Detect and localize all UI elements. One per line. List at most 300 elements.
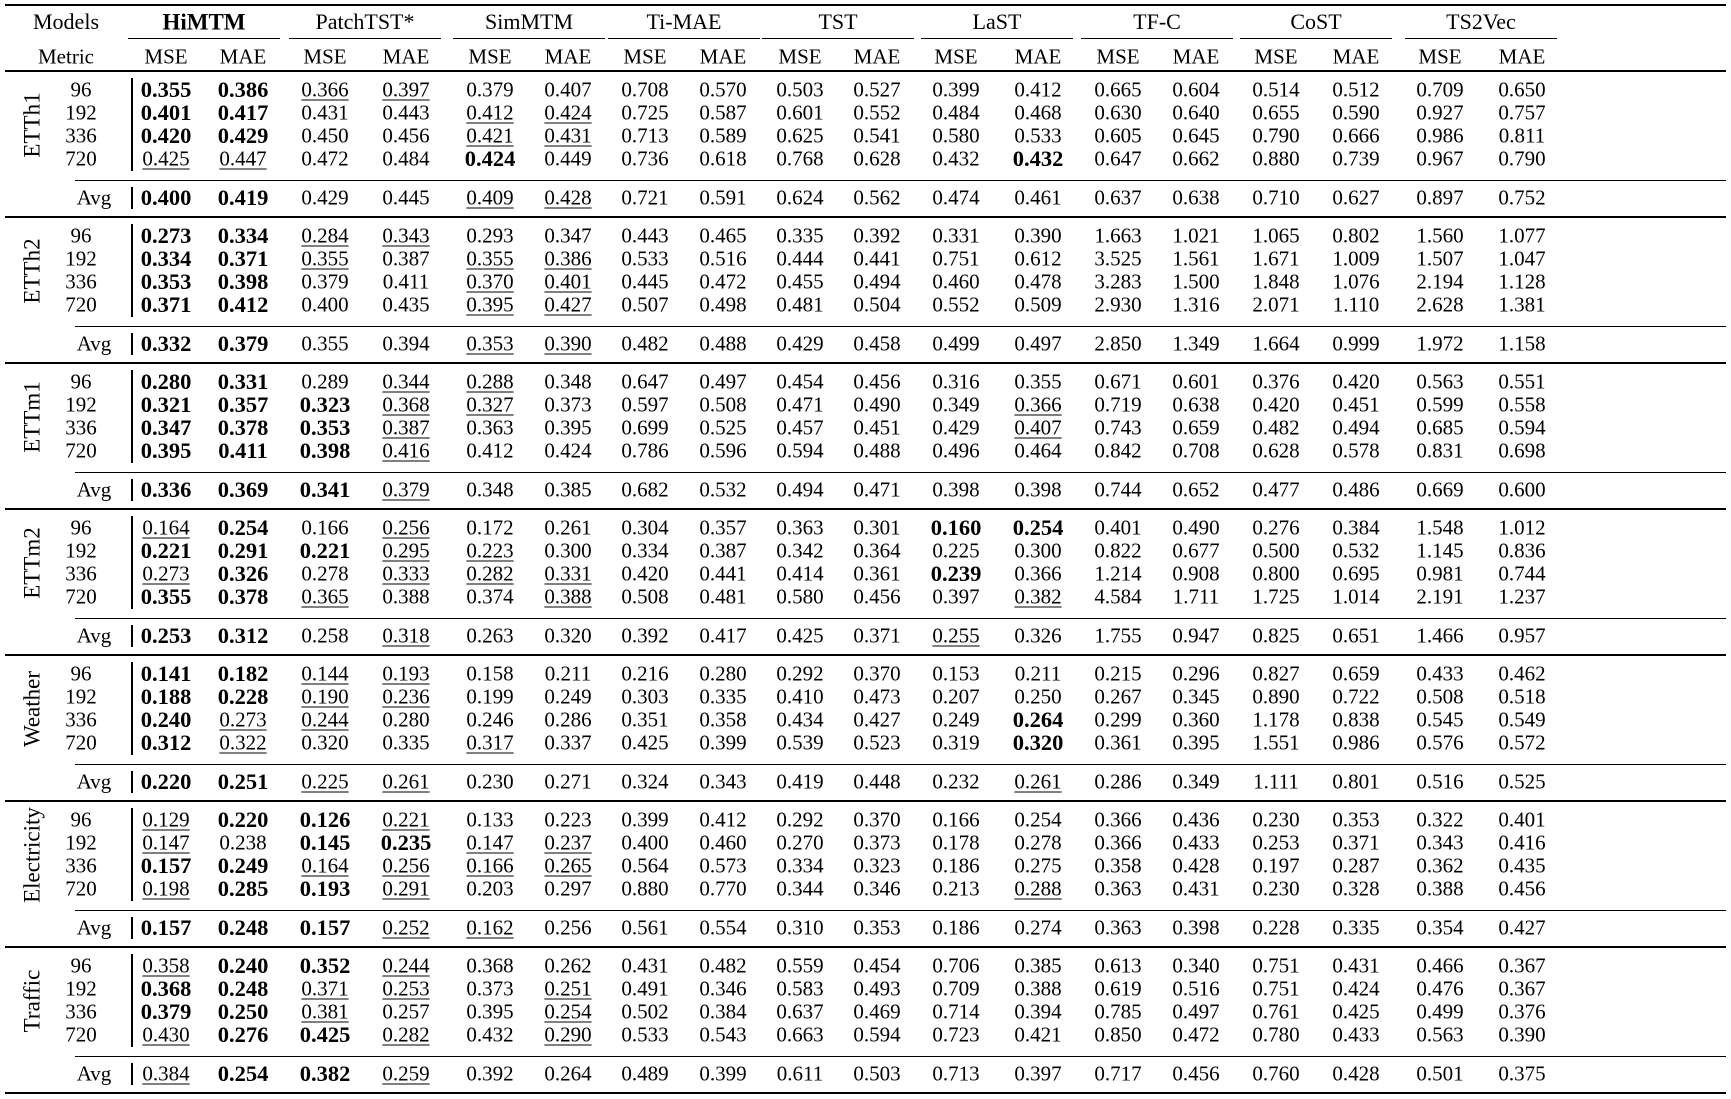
metric-value: 0.355 <box>140 583 192 609</box>
metric-value: 0.253 <box>1252 830 1300 855</box>
metric-value: 0.254 <box>217 514 269 540</box>
metric-value: 0.249 <box>932 707 980 732</box>
horizon-label: 96 <box>70 515 92 540</box>
avg-value: 0.501 <box>1416 1061 1464 1086</box>
metric-value: 0.466 <box>1416 953 1464 978</box>
horizon-label: 720 <box>65 876 97 901</box>
metric-value: 0.223 <box>544 807 592 832</box>
horizon-label: 192 <box>65 246 97 271</box>
avg-value: 1.755 <box>1094 623 1142 648</box>
metric-value: 0.482 <box>699 953 747 978</box>
avg-value: 0.253 <box>140 622 192 648</box>
metric-header: MAE <box>544 44 592 69</box>
metric-value: 0.428 <box>1172 853 1220 878</box>
horizon-label: 96 <box>70 953 92 978</box>
metric-value: 0.364 <box>853 538 901 563</box>
metric-value: 0.347 <box>140 414 192 440</box>
avg-value: 0.825 <box>1252 623 1300 648</box>
metric-value: 0.186 <box>932 853 980 878</box>
metric-value: 1.663 <box>1094 223 1142 248</box>
metric-value: 0.583 <box>776 976 824 1001</box>
avg-rule <box>75 472 1726 473</box>
metric-value: 0.594 <box>776 438 824 463</box>
metric-value: 0.254 <box>544 999 592 1024</box>
metric-value: 0.386 <box>217 76 269 102</box>
metric-value: 0.516 <box>1172 976 1220 1001</box>
metric-value: 1.551 <box>1252 730 1300 755</box>
metric-value: 0.276 <box>217 1021 269 1047</box>
metric-value: 0.133 <box>466 807 514 832</box>
dataset-label-etth2: ETTh2 <box>19 238 45 304</box>
metric-value: 1.047 <box>1498 246 1546 271</box>
metric-value: 0.433 <box>1172 830 1220 855</box>
avg-value: 0.390 <box>544 331 592 356</box>
metric-value: 0.280 <box>382 707 430 732</box>
avg-label: Avg <box>76 331 112 356</box>
metric-value: 0.500 <box>1252 538 1300 563</box>
metric-value: 0.254 <box>1012 514 1064 540</box>
metric-value: 0.533 <box>621 1022 669 1047</box>
metric-value: 0.144 <box>301 661 349 686</box>
metric-value: 0.401 <box>140 99 192 125</box>
metric-value: 1.671 <box>1252 246 1300 271</box>
metric-value: 0.289 <box>301 369 349 394</box>
metric-value: 0.334 <box>217 222 269 248</box>
metric-value: 0.411 <box>218 437 268 463</box>
metric-value: 0.827 <box>1252 661 1300 686</box>
avg-value: 0.397 <box>1014 1061 1062 1086</box>
separator-bar <box>131 187 133 209</box>
metric-value: 0.331 <box>217 368 269 394</box>
metric-value: 1.128 <box>1498 269 1546 294</box>
metric-value: 0.410 <box>776 684 824 709</box>
metric-value: 0.280 <box>140 368 192 394</box>
metric-value: 0.981 <box>1416 561 1464 586</box>
metric-header: MAE <box>699 44 747 69</box>
metric-value: 0.401 <box>544 269 592 294</box>
metric-value: 0.736 <box>621 146 669 171</box>
metric-value: 0.456 <box>853 584 901 609</box>
metric-value: 0.395 <box>466 292 514 317</box>
separator-bar <box>131 954 133 1047</box>
horizon-label: 336 <box>65 561 97 586</box>
metric-value: 0.353 <box>299 414 351 440</box>
metric-value: 0.424 <box>544 100 592 125</box>
metric-value: 0.986 <box>1416 123 1464 148</box>
horizon-label: 96 <box>70 77 92 102</box>
metric-value: 0.387 <box>382 246 430 271</box>
separator-bar <box>131 625 133 647</box>
metric-value: 0.472 <box>699 269 747 294</box>
avg-value: 0.318 <box>382 623 430 648</box>
metric-value: 0.469 <box>853 999 901 1024</box>
metric-value: 1.012 <box>1498 515 1546 540</box>
separator-bar <box>131 333 133 355</box>
metric-value: 0.355 <box>1014 369 1062 394</box>
metric-header: MAE <box>219 44 267 69</box>
metric-value: 0.427 <box>544 292 592 317</box>
metric-value: 0.261 <box>544 515 592 540</box>
metric-value: 0.291 <box>382 876 430 901</box>
block-rule <box>5 800 1726 802</box>
metric-value: 0.240 <box>217 952 269 978</box>
metric-value: 0.317 <box>466 730 514 755</box>
avg-rule <box>75 764 1726 765</box>
metric-value: 0.525 <box>699 415 747 440</box>
metric-value: 0.802 <box>1332 223 1380 248</box>
avg-value: 0.385 <box>544 477 592 502</box>
metric-header: MAE <box>1332 44 1380 69</box>
metric-value: 0.431 <box>301 100 349 125</box>
metric-value: 0.361 <box>853 561 901 586</box>
metric-value: 0.420 <box>621 561 669 586</box>
metric-value: 0.362 <box>1416 853 1464 878</box>
avg-value: 0.248 <box>217 914 269 940</box>
metric-value: 0.382 <box>1014 584 1062 609</box>
metric-header: MAE <box>1498 44 1546 69</box>
metric-value: 0.490 <box>1172 515 1220 540</box>
horizon-label: 192 <box>65 830 97 855</box>
metric-value: 0.650 <box>1498 77 1546 102</box>
separator-bar <box>131 370 133 463</box>
horizon-label: 720 <box>65 292 97 317</box>
metric-value: 0.363 <box>466 415 514 440</box>
avg-value: 0.274 <box>1014 915 1062 940</box>
metric-value: 0.367 <box>1498 953 1546 978</box>
metric-value: 0.421 <box>466 123 514 148</box>
metric-value: 0.433 <box>1416 661 1464 686</box>
metric-value: 0.499 <box>1416 999 1464 1024</box>
metric-value: 0.394 <box>1014 999 1062 1024</box>
metric-value: 0.343 <box>382 223 430 248</box>
metric-value: 0.407 <box>544 77 592 102</box>
avg-value: 0.947 <box>1172 623 1220 648</box>
metric-value: 0.293 <box>466 223 514 248</box>
metric-value: 0.573 <box>699 853 747 878</box>
metric-value: 0.346 <box>853 876 901 901</box>
model-header-tst: TST <box>818 9 858 34</box>
metric-value: 0.445 <box>621 269 669 294</box>
avg-value: 0.429 <box>301 185 349 210</box>
metric-value: 0.333 <box>382 561 430 586</box>
metric-value: 0.213 <box>932 876 980 901</box>
avg-label: Avg <box>76 623 112 648</box>
horizon-label: 192 <box>65 976 97 1001</box>
avg-value: 0.425 <box>776 623 824 648</box>
metric-value: 0.349 <box>932 392 980 417</box>
metric-value: 0.986 <box>1332 730 1380 755</box>
metric-value: 0.811 <box>1498 123 1546 148</box>
metric-value: 0.605 <box>1094 123 1142 148</box>
separator-bar <box>131 516 133 609</box>
metric-value: 0.677 <box>1172 538 1220 563</box>
metric-value: 0.401 <box>1094 515 1142 540</box>
metric-value: 0.366 <box>1094 807 1142 832</box>
metric-value: 0.412 <box>466 100 514 125</box>
avg-value: 0.255 <box>932 623 980 648</box>
metric-value: 0.514 <box>1252 77 1300 102</box>
metric-value: 0.800 <box>1252 561 1300 586</box>
metric-value: 0.671 <box>1094 369 1142 394</box>
horizon-label: 192 <box>65 100 97 125</box>
avg-value: 0.230 <box>466 769 514 794</box>
avg-value: 0.259 <box>382 1061 430 1086</box>
metric-value: 0.395 <box>466 999 514 1024</box>
metric-value: 0.785 <box>1094 999 1142 1024</box>
metric-value: 0.589 <box>699 123 747 148</box>
metric-value: 0.822 <box>1094 538 1142 563</box>
metric-value: 0.432 <box>466 1022 514 1047</box>
metric-value: 0.424 <box>544 438 592 463</box>
metric-value: 0.286 <box>544 707 592 732</box>
metric-value: 0.708 <box>621 77 669 102</box>
metric-value: 3.525 <box>1094 246 1142 271</box>
metric-value: 0.398 <box>217 268 269 294</box>
metric-value: 0.384 <box>1332 515 1380 540</box>
metric-value: 0.397 <box>932 584 980 609</box>
metric-value: 0.533 <box>621 246 669 271</box>
metric-value: 0.451 <box>853 415 901 440</box>
metric-value: 0.484 <box>932 100 980 125</box>
metric-value: 0.344 <box>776 876 824 901</box>
block-rule <box>5 946 1726 948</box>
model-header-ts2vec: TS2Vec <box>1446 9 1516 34</box>
horizon-label: 336 <box>65 853 97 878</box>
avg-value: 0.258 <box>301 623 349 648</box>
metric-value: 0.280 <box>699 661 747 686</box>
metric-value: 0.491 <box>621 976 669 1001</box>
metric-value: 0.236 <box>382 684 430 709</box>
metric-value: 0.328 <box>1332 876 1380 901</box>
metric-value: 0.355 <box>301 246 349 271</box>
metric-value: 0.572 <box>1498 730 1546 755</box>
metric-value: 0.399 <box>699 730 747 755</box>
avg-value: 0.379 <box>217 330 269 356</box>
metric-value: 0.770 <box>699 876 747 901</box>
metric-value: 0.471 <box>776 392 824 417</box>
metric-value: 0.284 <box>301 223 349 248</box>
metric-value: 0.441 <box>699 561 747 586</box>
metric-value: 0.264 <box>1012 706 1064 732</box>
metric-value: 0.739 <box>1332 146 1380 171</box>
metric-value: 0.368 <box>382 392 430 417</box>
metric-value: 0.347 <box>544 223 592 248</box>
horizon-label: 192 <box>65 392 97 417</box>
avg-rule <box>75 180 1726 181</box>
metric-label: Metric <box>38 44 94 69</box>
metric-value: 0.223 <box>466 538 514 563</box>
metric-value: 0.256 <box>382 853 430 878</box>
metric-value: 2.628 <box>1416 292 1464 317</box>
metric-value: 0.490 <box>853 392 901 417</box>
metric-value: 0.360 <box>1172 707 1220 732</box>
model-cmidrule <box>1081 38 1233 39</box>
avg-value: 0.409 <box>466 185 514 210</box>
avg-rule <box>75 326 1726 327</box>
avg-value: 0.448 <box>853 769 901 794</box>
metric-value: 0.420 <box>1332 369 1380 394</box>
metric-value: 0.655 <box>1252 100 1300 125</box>
metric-value: 0.292 <box>776 661 824 686</box>
metric-value: 0.251 <box>544 976 592 1001</box>
metric-value: 0.153 <box>932 661 980 686</box>
metric-value: 0.508 <box>699 392 747 417</box>
metric-value: 0.420 <box>140 122 192 148</box>
avg-value: 1.111 <box>1253 769 1299 794</box>
metric-value: 0.498 <box>699 292 747 317</box>
avg-value: 0.624 <box>776 185 824 210</box>
avg-value: 0.312 <box>217 622 269 648</box>
metric-value: 2.071 <box>1252 292 1300 317</box>
metric-value: 0.509 <box>1014 292 1062 317</box>
avg-value: 0.562 <box>853 185 901 210</box>
metric-value: 2.194 <box>1416 269 1464 294</box>
metric-value: 0.457 <box>776 415 824 440</box>
dataset-label-traffic: Traffic <box>19 969 45 1033</box>
metric-value: 0.927 <box>1416 100 1464 125</box>
metric-value: 1.316 <box>1172 292 1220 317</box>
model-header-last: LaST <box>972 9 1022 34</box>
separator-bar <box>131 1063 133 1085</box>
avg-value: 0.335 <box>1332 915 1380 940</box>
avg-value: 0.228 <box>1252 915 1300 940</box>
avg-value: 0.710 <box>1252 185 1300 210</box>
metric-header: MSE <box>468 44 512 69</box>
avg-value: 2.850 <box>1094 331 1142 356</box>
avg-value: 0.336 <box>140 476 192 502</box>
avg-value: 0.220 <box>140 768 192 794</box>
metric-value: 0.385 <box>1014 953 1062 978</box>
avg-value: 0.355 <box>301 331 349 356</box>
metric-value: 0.541 <box>853 123 901 148</box>
metric-header: MSE <box>778 44 822 69</box>
metric-value: 0.400 <box>301 292 349 317</box>
metric-value: 0.296 <box>1172 661 1220 686</box>
metric-value: 0.399 <box>621 807 669 832</box>
avg-value: 0.398 <box>932 477 980 502</box>
dataset-label-ettm2: ETTm2 <box>19 527 45 599</box>
metric-value: 0.392 <box>853 223 901 248</box>
avg-value: 0.261 <box>1014 769 1062 794</box>
avg-value: 0.760 <box>1252 1061 1300 1086</box>
avg-value: 0.461 <box>1014 185 1062 210</box>
metric-value: 1.214 <box>1094 561 1142 586</box>
metric-value: 0.431 <box>544 123 592 148</box>
avg-label: Avg <box>76 477 112 502</box>
metric-value: 0.371 <box>301 976 349 1001</box>
metric-value: 0.249 <box>544 684 592 709</box>
metric-value: 0.337 <box>544 730 592 755</box>
metric-value: 0.601 <box>776 100 824 125</box>
metric-value: 0.355 <box>466 246 514 271</box>
metric-value: 0.761 <box>1252 999 1300 1024</box>
model-cmidrule <box>921 38 1073 39</box>
avg-value: 0.637 <box>1094 185 1142 210</box>
metric-value: 0.129 <box>142 807 190 832</box>
avg-value: 0.897 <box>1416 185 1464 210</box>
bottom-rule <box>5 1092 1726 1094</box>
avg-value: 0.801 <box>1332 769 1380 794</box>
metric-value: 0.334 <box>621 538 669 563</box>
metric-value: 0.612 <box>1014 246 1062 271</box>
metric-value: 0.431 <box>1332 953 1380 978</box>
metric-value: 0.367 <box>1498 976 1546 1001</box>
metric-value: 0.160 <box>930 514 982 540</box>
metric-value: 0.713 <box>621 123 669 148</box>
metric-value: 0.417 <box>217 99 269 125</box>
avg-value: 0.286 <box>1094 769 1142 794</box>
horizon-label: 96 <box>70 807 92 832</box>
metric-value: 0.370 <box>466 269 514 294</box>
avg-value: 0.375 <box>1498 1061 1546 1086</box>
avg-value: 0.957 <box>1498 623 1546 648</box>
metric-value: 0.481 <box>699 584 747 609</box>
avg-value: 0.429 <box>776 331 824 356</box>
metric-value: 0.379 <box>466 77 514 102</box>
metric-value: 0.334 <box>140 245 192 271</box>
metric-value: 0.276 <box>1252 515 1300 540</box>
block-rule <box>5 654 1726 656</box>
avg-value: 0.419 <box>776 769 824 794</box>
metric-value: 0.262 <box>544 953 592 978</box>
metric-value: 0.516 <box>699 246 747 271</box>
metric-value: 1.014 <box>1332 584 1380 609</box>
model-cmidrule <box>128 38 280 39</box>
metric-value: 0.880 <box>621 876 669 901</box>
metric-value: 0.211 <box>1014 661 1062 686</box>
metric-value: 0.532 <box>1332 538 1380 563</box>
avg-value: 0.398 <box>1014 477 1062 502</box>
metric-value: 0.412 <box>466 438 514 463</box>
metric-value: 0.158 <box>466 661 514 686</box>
avg-value: 1.466 <box>1416 623 1464 648</box>
metric-value: 0.580 <box>932 123 980 148</box>
metric-value: 0.768 <box>776 146 824 171</box>
metric-value: 0.371 <box>217 245 269 271</box>
metric-value: 0.193 <box>299 875 351 901</box>
metric-value: 1.009 <box>1332 246 1380 271</box>
metric-value: 0.725 <box>621 100 669 125</box>
avg-value: 0.497 <box>1014 331 1062 356</box>
metric-value: 0.790 <box>1252 123 1300 148</box>
avg-value: 0.399 <box>699 1061 747 1086</box>
metric-value: 0.751 <box>1252 953 1300 978</box>
avg-value: 0.384 <box>142 1061 190 1086</box>
metric-value: 0.366 <box>1014 392 1062 417</box>
metric-value: 0.188 <box>140 683 192 709</box>
metric-value: 0.460 <box>932 269 980 294</box>
avg-value: 0.382 <box>299 1060 351 1086</box>
avg-value: 0.651 <box>1332 623 1380 648</box>
horizon-label: 336 <box>65 415 97 440</box>
metric-value: 0.659 <box>1332 661 1380 686</box>
metric-value: 0.412 <box>217 291 269 317</box>
metric-value: 0.193 <box>382 661 430 686</box>
metric-value: 0.275 <box>1014 853 1062 878</box>
horizon-label: 96 <box>70 223 92 248</box>
metric-value: 0.235 <box>380 829 432 855</box>
metric-value: 0.473 <box>853 684 901 709</box>
metric-header: MAE <box>382 44 430 69</box>
metric-value: 0.551 <box>1498 369 1546 394</box>
metric-value: 0.395 <box>544 415 592 440</box>
metric-value: 2.191 <box>1416 584 1464 609</box>
horizon-label: 336 <box>65 123 97 148</box>
header-rule <box>5 70 1726 72</box>
metric-value: 0.147 <box>466 830 514 855</box>
model-header-himtm: HiMTM <box>162 9 246 35</box>
metric-value: 0.304 <box>621 515 669 540</box>
